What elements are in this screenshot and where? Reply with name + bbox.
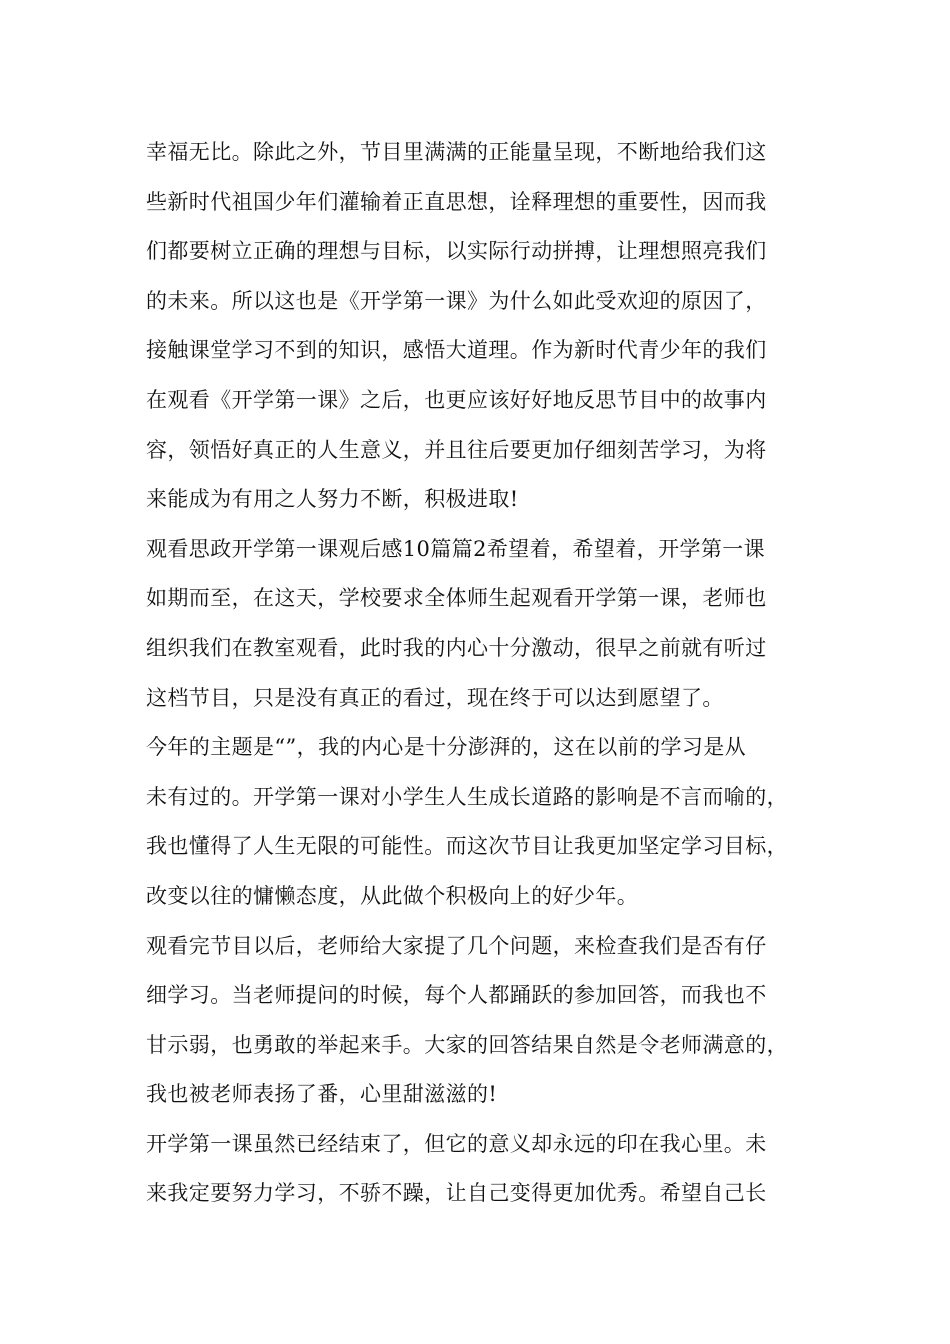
text-line: 来我定要努力学习，不骄不躁，让自己变得更加优秀。希望自己长 (146, 1181, 767, 1206)
text-line: 我也懂得了人生无限的可能性。而这次节目让我更加坚定学习目标， (146, 834, 788, 859)
text-line: 接触课堂学习不到的知识，感悟大道理。作为新时代青少年的我们 (146, 338, 767, 363)
text-line: 些新时代祖国少年们灌输着正直思想，诠释理想的重要性，因而我 (146, 189, 767, 214)
text-line: 幸福无比。除此之外，节目里满满的正能量呈现，不断地给我们这 (146, 140, 767, 164)
text-line: 开学第一课虽然已经结束了，但它的意义却永远的印在我心里。未 (146, 1131, 767, 1156)
text-line: 甘示弱，也勇敢的举起来手。大家的回答结果自然是令老师满意的， (146, 1032, 788, 1057)
text-line: 细学习。当老师提问的时候，每个人都踊跃的参加回答，而我也不 (146, 983, 767, 1008)
text-line: 如期而至，在这天，学校要求全体师生起观看开学第一课，老师也 (146, 586, 767, 611)
text-line: 容，领悟好真正的人生意义，并且往后要更加仔细刻苦学习，为将 (146, 437, 767, 462)
text-line: 观看完节目以后，老师给大家提了几个问题，来检查我们是否有仔 (146, 933, 767, 958)
text-line: 在观看《开学第一课》之后，也更应该好好地反思节目中的故事内 (146, 387, 767, 412)
text-line: 我也被老师表扬了番，心里甜滋滋的! (146, 1082, 498, 1107)
text-line: 观看思政开学第一课观后感10篇篇2希望着，希望着，开学第一课 (146, 536, 766, 561)
text-line: 来能成为有用之人努力不断，积极进取! (146, 487, 519, 512)
body-text (146, 128, 814, 1219)
text-line: 这档节目，只是没有真正的看过，现在终于可以达到愿望了。 (146, 685, 724, 710)
text-line: 今年的主题是“”，我的内心是十分澎湃的，这在以前的学习是从 (146, 735, 747, 760)
text-line: 未有过的。开学第一课对小学生人生成长道路的影响是不言而喻的， (146, 784, 788, 809)
text-line: 的未来。所以这也是《开学第一课》为什么如此受欢迎的原因了， (146, 288, 767, 313)
text-line: 们都要树立正确的理想与目标，以实际行动拼搏，让理想照亮我们 (146, 239, 767, 264)
text-line: 改变以往的慵懒态度，从此做个积极向上的好少年。 (146, 883, 639, 908)
text-line: 组织我们在教室观看，此时我的内心十分激动，很早之前就有听过 (146, 635, 767, 660)
